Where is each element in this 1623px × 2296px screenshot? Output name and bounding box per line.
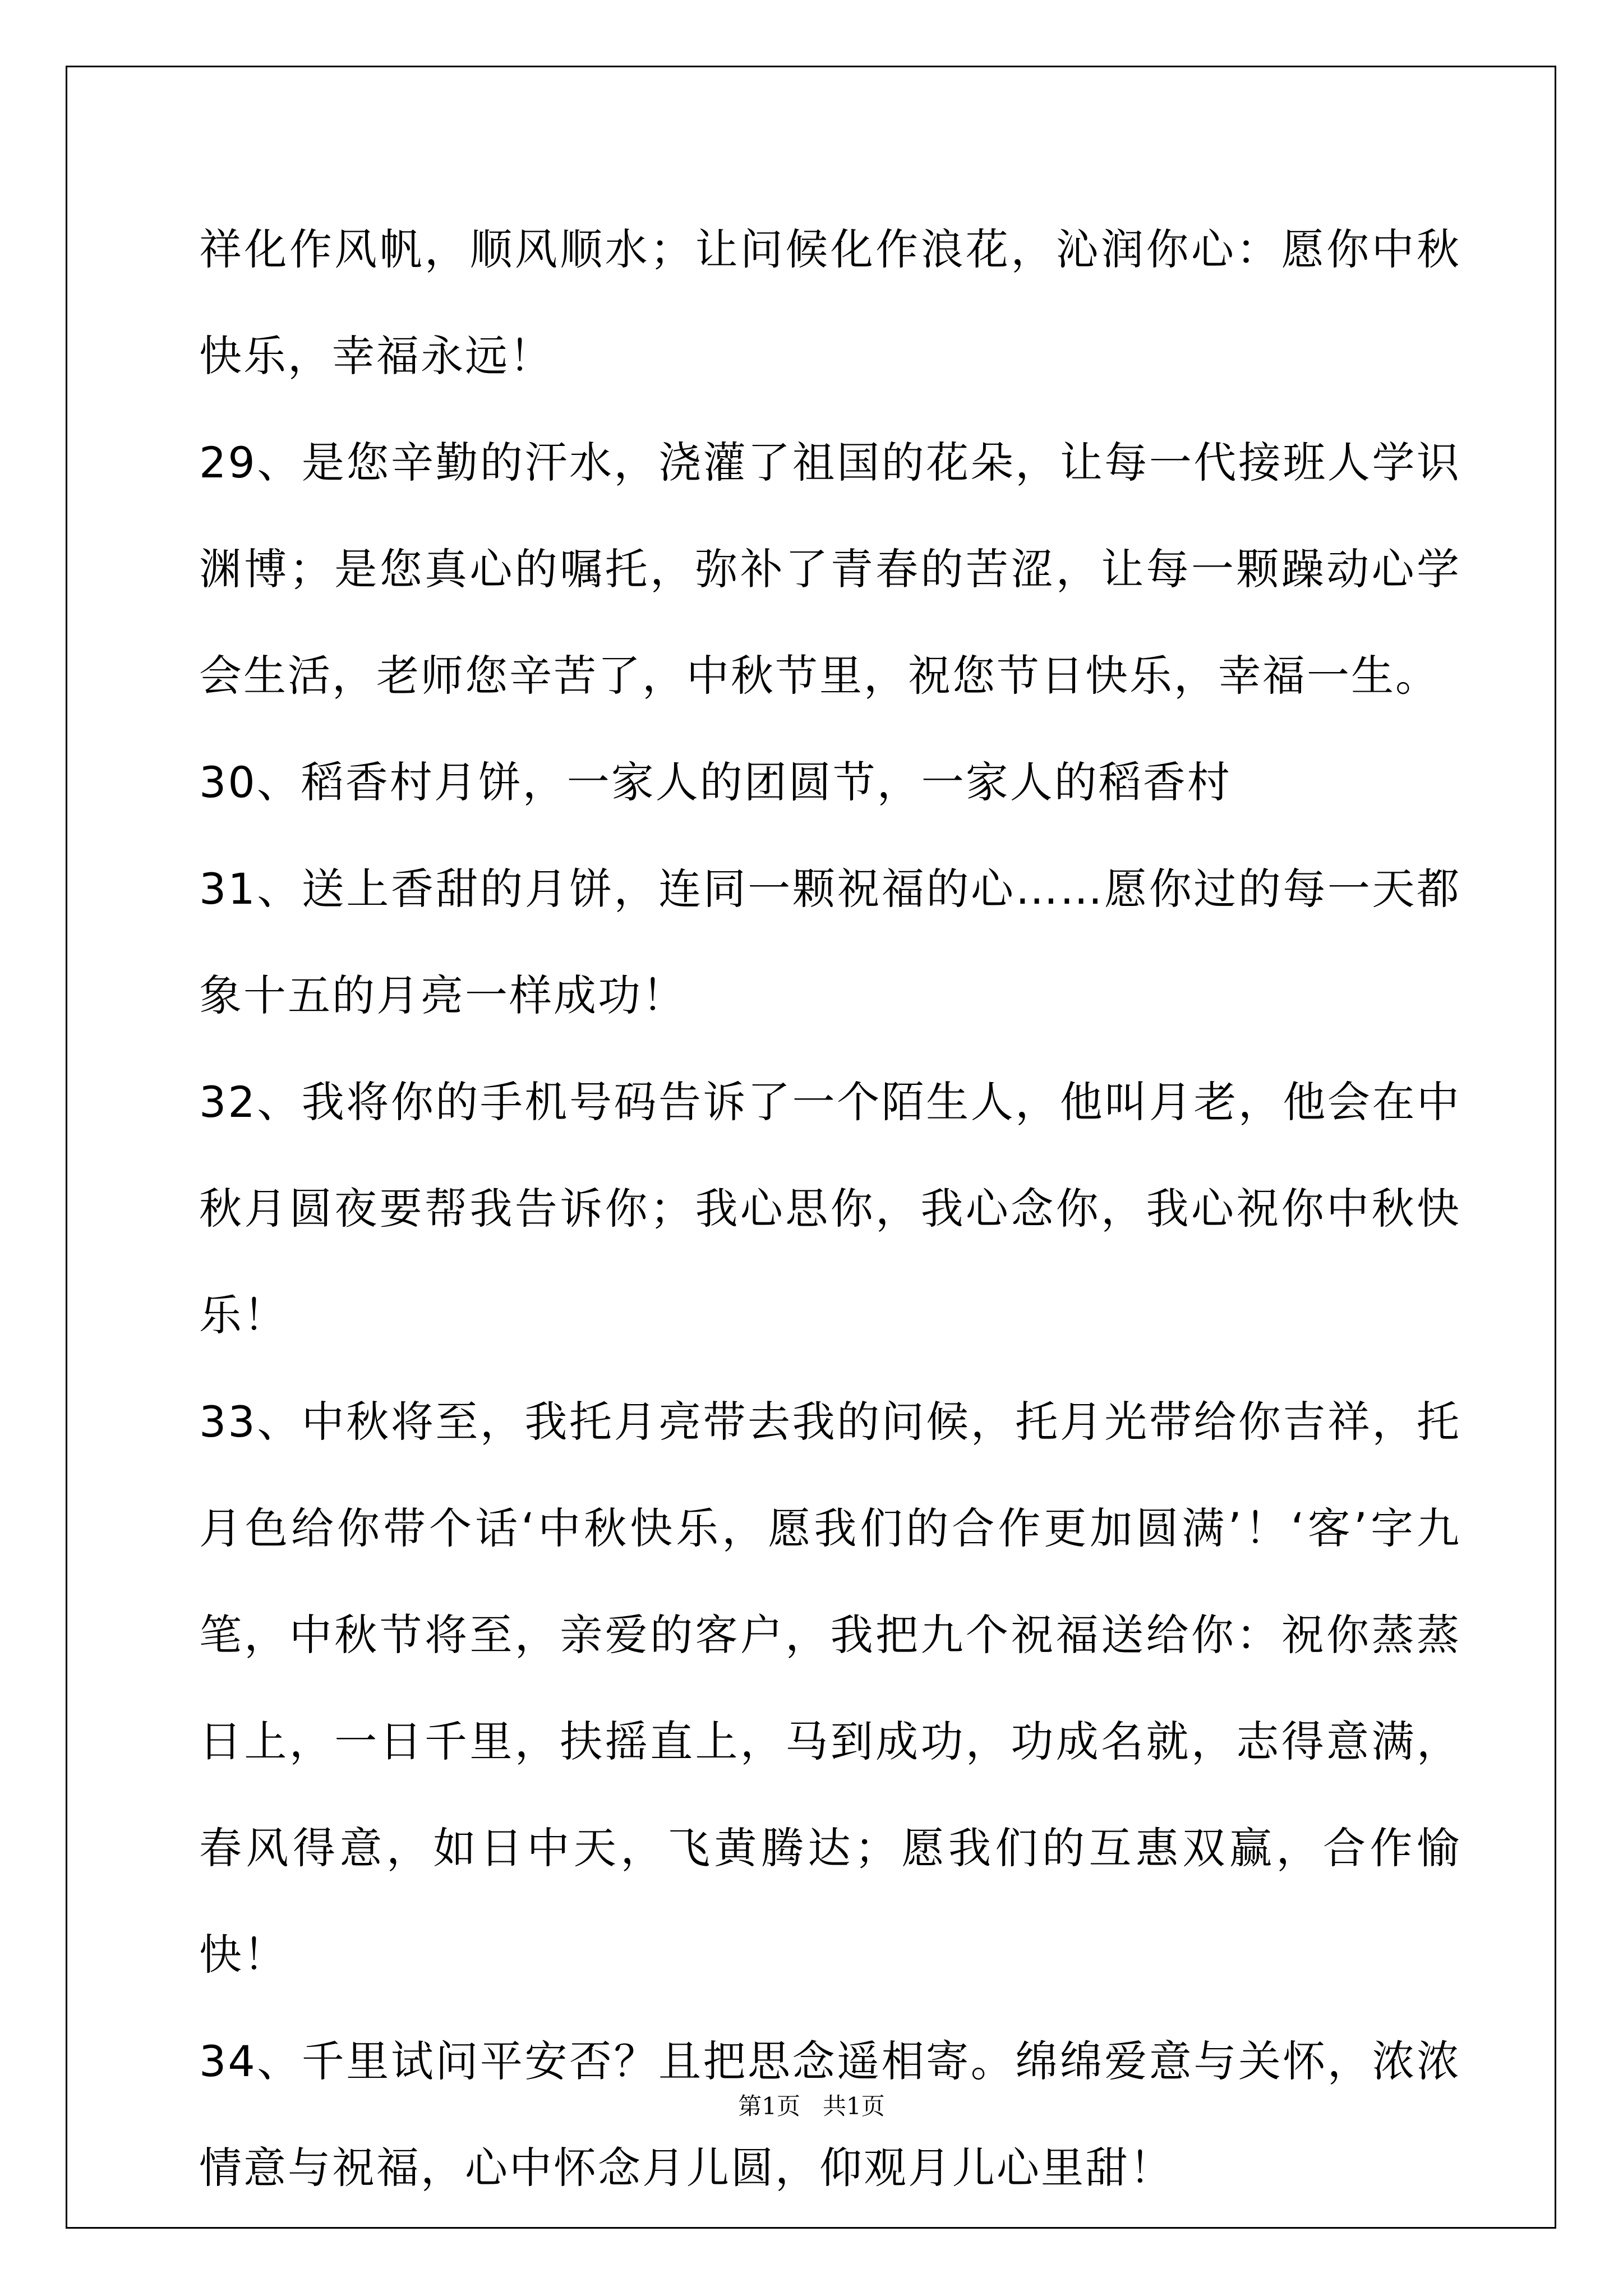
page-total: 共1页 (823, 2092, 885, 2120)
page-number: 第1页 (738, 2092, 800, 2120)
paragraph-32: 32、我将你的手机号码告诉了一个陌生人，他叫月老，他会在中秋月圆夜要帮我告诉你；我心思你，我心念你，我心祝你中秋快乐！ (199, 1077, 1461, 1340)
paragraph-31: 31、送上香甜的月饼，连同一颗祝福的心……愿你过的每一天都象十五的月亮一样成功！ (199, 864, 1461, 1020)
page-footer (0, 2088, 1623, 2122)
paragraph-continuation: 祥化作风帆，顺风顺水；让问候化作浪花，沁润你心：愿你中秋快乐，幸福永远！ (199, 224, 1461, 381)
paragraph-29: 29、是您辛勤的汗水，浇灌了祖国的花朵，让每一代接班人学识渊博；是您真心的嘱托，弥补了青春的苦涩，让每一颗躁动心学会生活，老师您辛苦了，中秋节里，祝您节日快乐，幸福一生。 (199, 438, 1461, 701)
paragraph-33: 33、中秋将至，我托月亮带去我的问候，托月光带给你吉祥，托月色给你带个话‘中秋快乐，愿我们的合作更加圆满’！‘客’字九笔，中秋节将至，亲爱的客户，我把九个祝福送给你：祝你蒸蒸日上，一日千里，扶摇直上，马到成功，功成名就，志得意满，春风得意，如日中天，飞黄腾达；愿我们的互惠双赢，合作愉快！ (199, 1397, 1461, 1980)
document-body (199, 196, 1461, 2221)
paragraph-34: 34、千里试问平安否？且把思念遥相寄。绵绵爱意与关怀，浓浓情意与祝福，心中怀念月儿圆，仰观月儿心里甜！ (199, 2036, 1461, 2193)
paragraph-30: 30、稻香村月饼，一家人的团圆节，一家人的稻香村 (199, 757, 1232, 807)
